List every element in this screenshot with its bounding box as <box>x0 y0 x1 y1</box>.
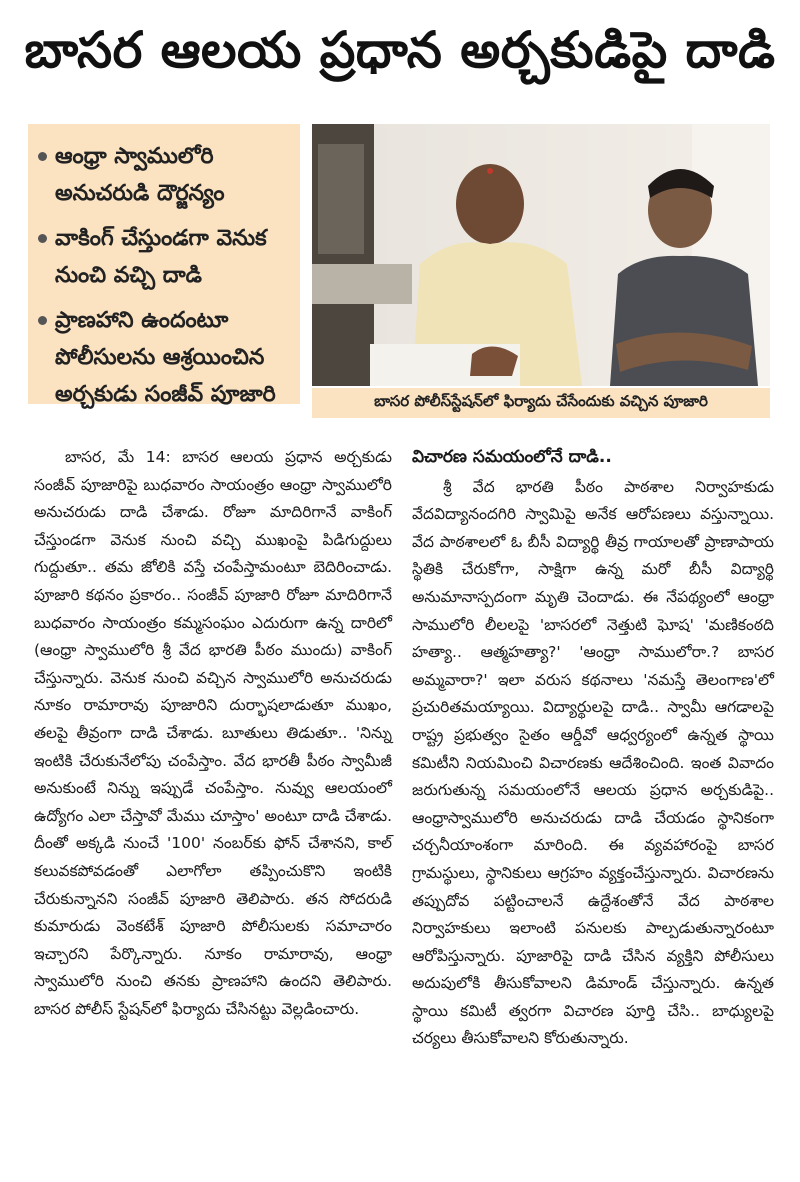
highlights-box <box>28 124 300 407</box>
bullet-icon <box>38 152 47 161</box>
highlight-text: ఆంధ్రా స్వాములోరి అనుచరుడి దౌర్జన్యం <box>55 144 225 206</box>
highlight-text: ప్రాణహాని ఉందంటూ పోలీసులను ఆశ్రయించిన అర్చకుడు సంజీవ్ పూజారి <box>55 308 276 407</box>
headline: బాసర ఆలయ ప్రధాన అర్చకుడిపై దాడి <box>24 20 776 79</box>
highlight-text: వాకింగ్ చేస్తుండగా వెనుక నుంచి వచ్చి దాడి <box>55 226 267 288</box>
bullet-icon <box>38 316 47 325</box>
photo-illustration <box>312 124 770 386</box>
news-photo <box>312 124 770 386</box>
right-column <box>412 444 774 1053</box>
bullet-icon <box>38 234 47 243</box>
highlight-item <box>38 302 290 413</box>
article-paragraph: బాసర, మే 14: బాసర ఆలయ ప్రధాన అర్చకుడు సంజీవ్ పూజారిపై బుధవారం సాయంత్రం ఆంధ్రా స్వాములోరి అనుచరుడు దాడి చేశాడు. రోజూ మాదిరిగానే వాకింగ్ చేస్తుండగా వెనుక నుంచి వచ్చి ముఖంపై పిడిగుద్దులు గుద్దుతూ.. తమ జోలికి వస్తే చంపేస్తామంటూ బెదిరించాడు. పూజారి కథనం ప్రకారం.. సంజీవ్ పూజారి రోజూ మాదిరిగానే బుధవారం సాయంత్రం కమ్మసంఘం ఎదురుగా ఉన్న దారిలో (ఆంధ్రా స్వాములోరి శ్రీ వేద భారతి పీఠం ముందు) వాకింగ్ చేస్తున్నారు. వెనుక నుంచి వచ్చిన స్వాములోరి అనుచరుడు నూకం రామారావు పూజారిని దుర్భాషలాడుతూ ముఖం, తలపై తీవ్రంగా దాడి చేశాడు. బూతులు తిడుతూ.. 'నిన్ను ఇంటికి చేరుకునేలోపు చంపేస్తాం. వేద భారతీ పీఠం స్వామీజీ అనుకుంటే నిన్ను ఇప్పుడే చంపేస్తాం. నువ్వు ఆలయంలో ఉద్యోగం ఎలా చేస్తావో మేము చూస్తాం' అంటూ దాడి చేశాడు. దీంతో అక్కడి నుంచే '100' నంబర్‌కు ఫోన్ చేశానని, కాల్ కలువకపోవడంతో ఎలాగోలా తప్పించుకొని ఇంటికి చేరుకున్నానని సంజీవ్ పూజారి తెలిపారు. తన సోదరుడి కుమారుడు వెంకటేశ్ పూజారి పోలీసులకు సమాచారం ఇచ్చారని పేర్కొన్నారు. నూకం రామారావు, ఆంధ్రా స్వాములోరి నుంచి తనకు ప్రాణహాని ఉందని తెలిపారు. బాసర పోలీస్ స్టేషన్‌లో ఫిర్యాదు చేసినట్టు వెల్లడించారు. <box>34 448 392 1018</box>
highlight-item <box>38 138 290 212</box>
highlight-item <box>38 220 290 294</box>
photo-caption: బాసర పోలీస్‌స్టేషన్‌లో ఫిర్యాదు చేసేందుకు వచ్చిన పూజారి <box>312 388 770 418</box>
subheading: విచారణ సమయంలోనే దాడి.. <box>412 447 612 467</box>
article-paragraph: శ్రీ వేద భారతి పీఠం పాఠశాల నిర్వాహకుడు వేదవిద్యానందగిరి స్వామిపై అనేక ఆరోపణలు వస్తున్నాయి. వేద పాఠశాలలో ఓ బీసీ విద్యార్థి తీవ్ర గాయాలతో ప్రాణాపాయ స్థితికి చేరుకోగా, సాక్షిగా ఉన్న మరో బీసీ విద్యార్థి అనుమానాస్పదంగా మృతి చెందాడు. ఈ నేపథ్యంలో ఆంధ్రా సాములోరి లీలలపై 'బాసరలో నెత్తుటి ఘోష' 'మణికంఠది హత్యా.. ఆత్మహత్యా?' 'ఆంధ్రా సాములోరా.? బాసర అమ్మవారా?' ఇలా వరుస కథనాలు 'నమస్తే తెలంగాణ'లో ప్రచురితమయ్యాయి. విద్యార్థులపై దాడి.. స్వామీ ఆగడాలపై రాష్ట్ర ప్రభుత్వం సైతం ఆర్డీవో ఆధ్వర్యంలో ఉన్నత స్థాయి కమిటీని నియమించి విచారణకు ఆదేశించింది. ఇంత వివాదం జరుగుతున్న సమయంలోనే ఆలయ ప్రధాన అర్చకుడిపై.. ఆంధ్రాస్వాములోరి అనుచరుడు దాడి చేయడం స్థానికంగా చర్చనీయాంశంగా మారింది. ఈ వ్యవహారంపై బాసర గ్రామస్థులు, స్థానికులు ఆగ్రహం వ్యక్తంచేస్తున్నారు. విచారణను తప్పుదోవ పట్టించాలనే ఉద్దేశంతోనే వేద పాఠశాల నిర్వాహకులు ఇలాంటి పనులకు పాల్పడుతున్నారంటూ ఆరోపిస్తున్నారు. పూజారిపై దాడి చేసిన వ్యక్తిని పోలీసులు అదుపులోకి తీసుకోవాలని డిమాండ్ చేస్తున్నారు. ఉన్నత స్థాయి కమిటీ త్వరగా విచారణ పూర్తి చేసి.. బాధ్యులపై చర్యలు తీసుకోవాలని కోరుతున్నారు. <box>412 477 774 1048</box>
left-column <box>34 444 392 1023</box>
